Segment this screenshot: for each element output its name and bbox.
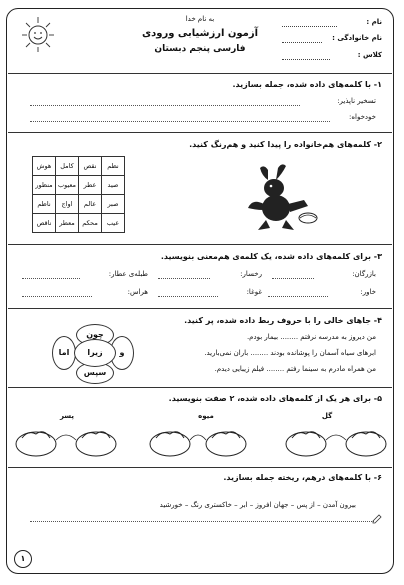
q3-answer-4[interactable] xyxy=(268,296,328,297)
basmala: به نام خدا xyxy=(185,15,215,23)
smiling-sun-icon xyxy=(16,14,60,54)
grid-cell[interactable]: عالم xyxy=(79,195,102,214)
family-label: نام خانوادگی : xyxy=(332,34,382,42)
q1-title: ۱- با کلمه‌های داده شده، جمله بسازید. xyxy=(232,80,382,89)
divider xyxy=(8,244,392,245)
grid-row xyxy=(33,157,125,176)
q4-line-3: من همراه مادرم به سینما رفتم ........ فیلم زیبایی دیدم. xyxy=(214,365,376,373)
grid-cell[interactable]: اواج xyxy=(56,195,79,214)
basket-icon xyxy=(206,432,246,456)
q2-title: ۲- کلمه‌های هم‌خانواده را پیدا کنید و هم‌رنگ کنید. xyxy=(189,140,382,149)
q4-line-1: من دیروز به مدرسه نرفتم ........ بیمار بودم. xyxy=(246,333,376,341)
grid-cell[interactable]: کامل xyxy=(56,157,79,176)
grid-row xyxy=(33,176,125,195)
q4-line-2: ابرهای سیاه آسمان را پوشانده بودند ........ باران نمی‌بارید. xyxy=(204,349,376,357)
q3-word-3: طبله‌ی عطار: xyxy=(108,270,148,278)
grid-cell[interactable]: عیب xyxy=(102,214,125,233)
basket-icon xyxy=(286,432,326,456)
grid-cell[interactable]: هوش xyxy=(33,157,56,176)
q6-scrambled-words: بیرون آمدن – از پس – جهان افروز – ابر – خاکستری رنگ – خورشید xyxy=(159,501,356,509)
q1-item-2: خودخواه: xyxy=(349,113,376,121)
divider xyxy=(8,467,392,468)
rabbit-illustration xyxy=(238,162,320,234)
grid-cell[interactable]: معیوب xyxy=(56,176,79,195)
petal-top: چون xyxy=(76,324,114,346)
grid-cell[interactable]: نظم xyxy=(102,157,125,176)
q3-answer-6[interactable] xyxy=(22,296,92,297)
class-field[interactable] xyxy=(282,59,330,60)
grid-cell[interactable]: ناقص xyxy=(33,214,56,233)
page-number: ۱ xyxy=(14,550,32,568)
q3-answer-2[interactable] xyxy=(158,278,210,279)
fruit-baskets xyxy=(14,418,390,460)
q3-title: ۳- برای کلمه‌های داده شده، یک کلمه‌ی هم‌معنی بنویسید. xyxy=(160,252,382,261)
class-label: کلاس : xyxy=(357,51,382,59)
q6-title: ۶- با کلمه‌های درهم، ریخته جمله بسازید. xyxy=(223,473,382,482)
grid-cell[interactable]: صبر xyxy=(102,195,125,214)
q3-word-6: هراس: xyxy=(127,288,148,296)
grid-cell[interactable]: عطر xyxy=(79,176,102,195)
name-label: نام : xyxy=(366,18,382,26)
q4-title: ۴- جاهای خالی را با حروف ربط داده شده، پر کنید. xyxy=(184,316,382,325)
exam-title: آزمون ارزشیابی ورودی xyxy=(141,28,259,39)
grid-cell[interactable]: نقص xyxy=(79,157,102,176)
q5-word-1: گل xyxy=(321,412,333,420)
basket-icon xyxy=(76,432,116,456)
pencil-icon xyxy=(372,514,382,524)
grid-row xyxy=(33,195,125,214)
q6-answer[interactable] xyxy=(30,521,374,522)
q3-word-2: رخسار: xyxy=(240,270,262,278)
petal-bottom: سپس xyxy=(76,362,114,384)
basket-icon xyxy=(346,432,386,456)
petal-center: زیرا xyxy=(74,339,116,367)
q3-word-5: غوغا: xyxy=(246,288,262,296)
q5-word-2: میوه xyxy=(198,412,214,420)
q3-answer-3[interactable] xyxy=(22,278,80,279)
grid-row xyxy=(33,214,125,233)
petal-right: اما xyxy=(52,336,76,370)
q5-word-3: پسر xyxy=(59,412,75,420)
q1-item-1: تسخیر ناپذیر: xyxy=(337,97,376,105)
grid-cell[interactable]: محکم xyxy=(79,214,102,233)
divider xyxy=(8,308,392,309)
basket-icon xyxy=(16,432,56,456)
grid-cell[interactable]: منظور xyxy=(33,176,56,195)
word-grid xyxy=(32,156,125,233)
divider xyxy=(8,387,392,388)
q1-answer-1[interactable] xyxy=(30,105,300,106)
divider xyxy=(8,132,392,133)
q3-answer-1[interactable] xyxy=(272,278,314,279)
exam-subtitle: فارسی پنجم دبستان xyxy=(154,44,246,54)
grid-cell[interactable]: ناظم xyxy=(33,195,56,214)
petal-left: و xyxy=(110,336,134,370)
family-field[interactable] xyxy=(282,42,322,43)
q3-word-1: بازرگان: xyxy=(352,270,376,278)
grid-cell[interactable]: معطر xyxy=(56,214,79,233)
q3-answer-5[interactable] xyxy=(158,296,218,297)
basket-icon xyxy=(150,432,190,456)
q1-answer-2[interactable] xyxy=(30,121,330,122)
q5-title: ۵- برای هر یک از کلمه‌های داده شده، ۲ صفت بنویسید. xyxy=(168,394,382,403)
q3-word-4: خاور: xyxy=(360,288,376,296)
name-field[interactable] xyxy=(282,26,337,27)
grid-cell[interactable]: صید xyxy=(102,176,125,195)
divider xyxy=(8,73,392,74)
